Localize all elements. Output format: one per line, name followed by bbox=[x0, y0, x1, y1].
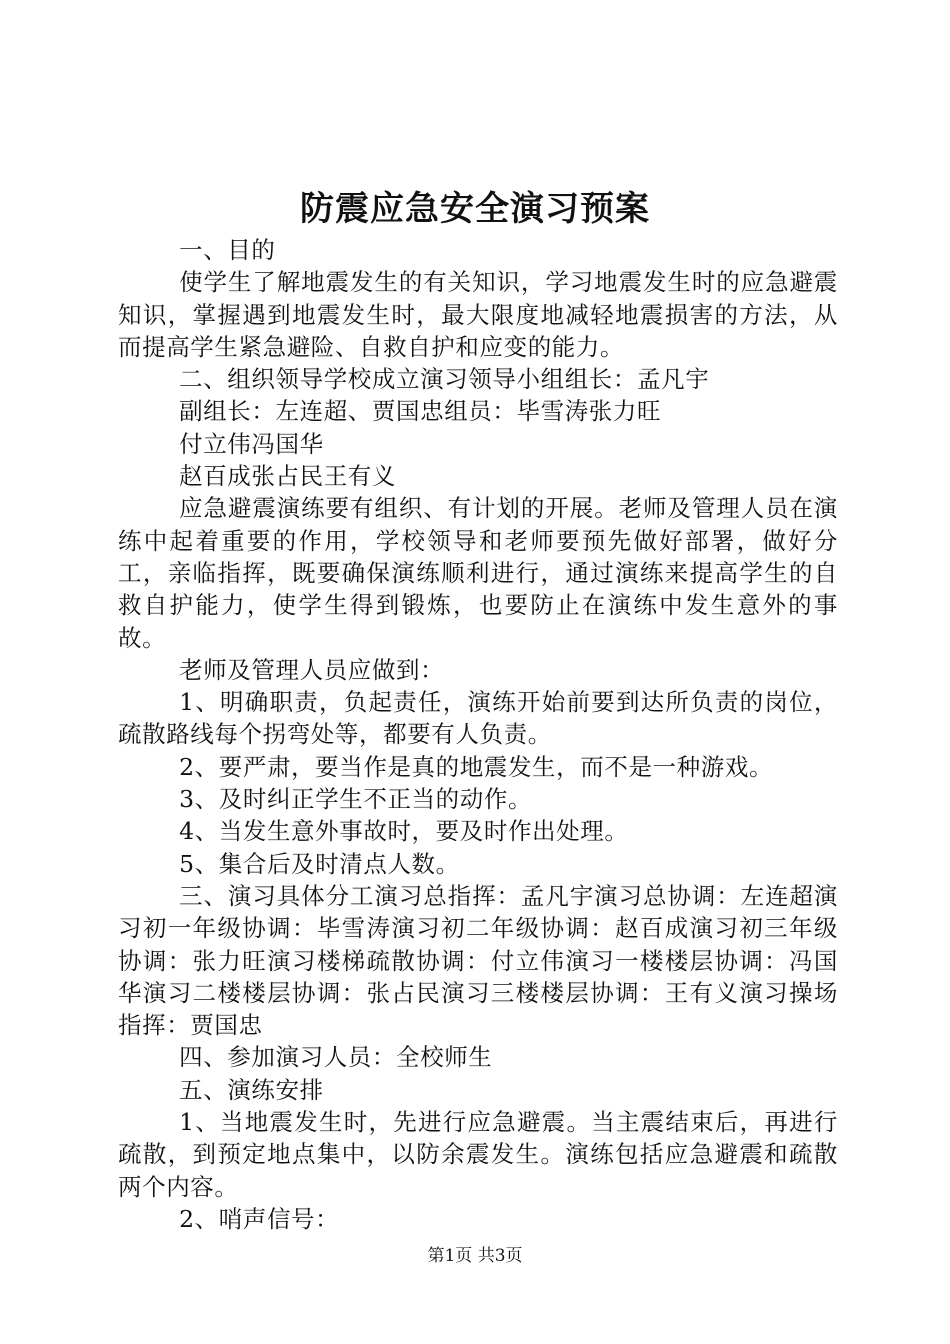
paragraph: 五、演练安排 bbox=[179, 1075, 324, 1104]
paragraph: 二、组织领导学校成立演习领导小组组长：孟凡宇 bbox=[179, 365, 710, 394]
paragraph: 应急避震演练要有组织、有计划的开展。老师及管理人员在演练中起着重要的作用，学校领导和老师要预先做好部署，做好分工，亲临指挥，既要确保演练顺利进行，通过演练来提高学生的自救自护能力，使学生得到锻炼，也要防止在演练中发生意外的事故。 bbox=[118, 494, 838, 652]
paragraph: 5、集合后及时清点人数。 bbox=[179, 849, 460, 878]
paragraph: 4、当发生意外事故时，要及时作出处理。 bbox=[179, 817, 629, 846]
paragraph: 1、当地震发生时，先进行应急避震。当主震结束后，再进行疏散，到预定地点集中，以防余震发生。演练包括应急避震和疏散两个内容。 bbox=[118, 1108, 838, 1201]
paragraph: 2、要严肃，要当作是真的地震发生，而不是一种游戏。 bbox=[179, 752, 774, 781]
paragraph: 使学生了解地震发生的有关知识，学习地震发生时的应急避震知识，掌握遇到地震发生时，最大限度地减轻地震损害的方法，从而提高学生紧急避险、自救自护和应变的能力。 bbox=[118, 268, 838, 361]
paragraph: 老师及管理人员应做到： bbox=[179, 655, 445, 684]
paragraph: 副组长：左连超、贾国忠组员：毕雪涛张力旺 bbox=[179, 397, 662, 426]
paragraph: 3、及时纠正学生不正当的动作。 bbox=[179, 785, 533, 814]
page-number-footer: 第1页 共3页 bbox=[427, 1246, 523, 1266]
document-body bbox=[118, 234, 838, 1235]
paragraph: 四、参加演习人员：全校师生 bbox=[179, 1043, 493, 1072]
paragraph: 2、哨声信号： bbox=[179, 1204, 340, 1233]
document-title: 防震应急安全演习预案 bbox=[300, 189, 650, 229]
paragraph: 1、明确职责，负起责任，演练开始前要到达所负责的岗位，疏散路线每个拐弯处等，都要有人负责。 bbox=[118, 688, 838, 749]
paragraph: 一、目的 bbox=[179, 236, 276, 264]
paragraph: 赵百成张占民王有义 bbox=[179, 462, 396, 491]
paragraph: 付立伟冯国华 bbox=[179, 429, 324, 458]
paragraph: 三、演习具体分工演习总指挥：孟凡宇演习总协调：左连超演习初一年级协调：毕雪涛演习初二年级协调：赵百成演习初三年级协调：张力旺演习楼梯疏散协调：付立伟演习一楼楼层协调：冯国华演习二楼楼层协调：张占民演习三楼楼层协调：王有义演习操场指挥：贾国忠 bbox=[118, 881, 838, 1040]
